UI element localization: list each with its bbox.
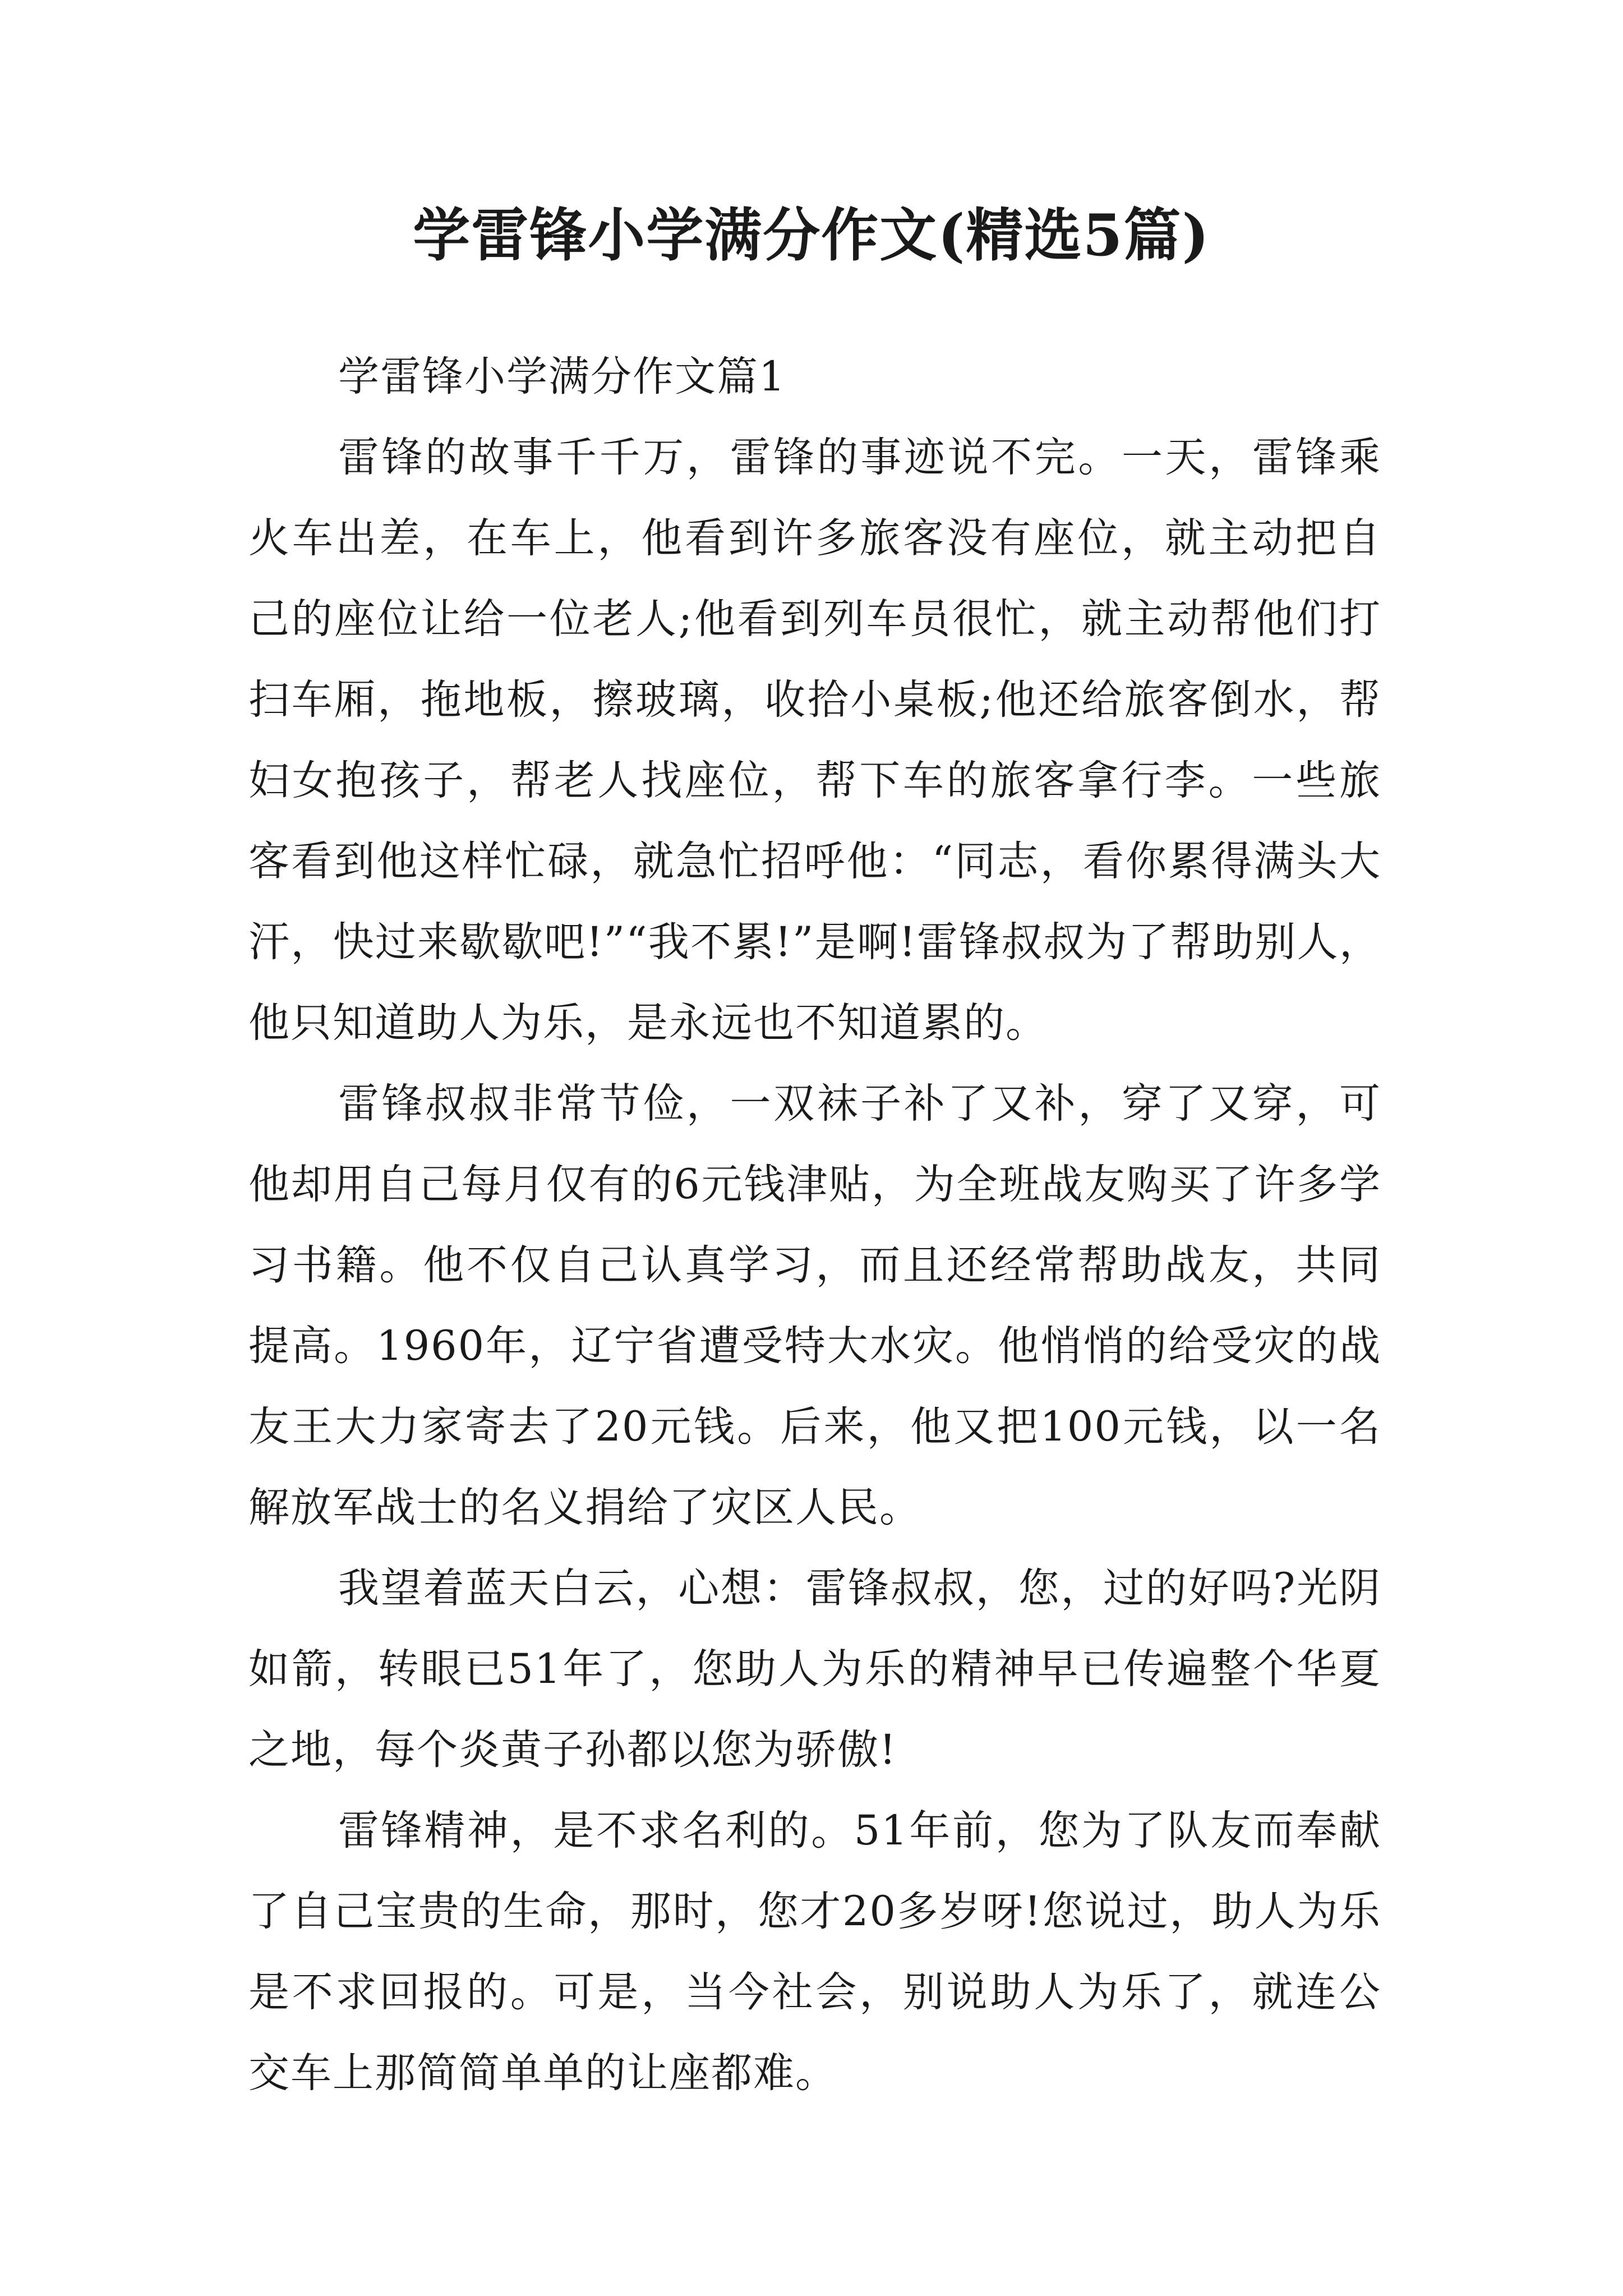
document-title: 学雷锋小学满分作文(精选5篇) (413, 202, 1210, 269)
paragraph-3: 我望着蓝天白云，心想：雷锋叔叔，您，过的好吗?光阴如箭，转眼已51年了，您助人为乐的精神早已传遍整个华夏之地，每个炎黄子孙都以您为骄傲! (248, 1565, 1381, 1774)
document-body (248, 337, 1381, 2114)
section-heading: 学雷锋小学满分作文篇1 (338, 353, 786, 401)
paragraph-4: 雷锋精神，是不求名利的。51年前，您为了队友而奉献了自己宝贵的生命，那时，您才20多岁呀!您说过，助人为乐是不求回报的。可是，当今社会，别说助人为乐了，就连公交车上那简简单单的让座都难。 (248, 1807, 1381, 2097)
paragraph-1: 雷锋的故事千千万，雷锋的事迹说不完。一天，雷锋乘火车出差，在车上，他看到许多旅客没有座位，就主动把自己的座位让给一位老人;他看到列车员很忙，就主动帮他们打扫车厢，拖地板，擦玻璃，收拾小桌板;他还给旅客倒水，帮妇女抱孩子，帮老人找座位，帮下车的旅客拿行李。一些旅客看到他这样忙碌，就急忙招呼他：“同志，看你累得满头大汗，快过来歇歇吧!”“我不累!”是啊!雷锋叔叔为了帮助别人，他只知道助人为乐，是永远也不知道累的。 (248, 434, 1381, 1047)
paragraph-2: 雷锋叔叔非常节俭，一双袜子补了又补，穿了又穿，可他却用自己每月仅有的6元钱津贴，为全班战友购买了许多学习书籍。他不仅自己认真学习，而且还经常帮助战友，共同提高。1960年，辽宁省遭受特大水灾。他悄悄的给受灾的战友王大力家寄去了20元钱。后来，他又把100元钱，以一名解放军战士的名义捐给了灾区人民。 (248, 1080, 1381, 1531)
